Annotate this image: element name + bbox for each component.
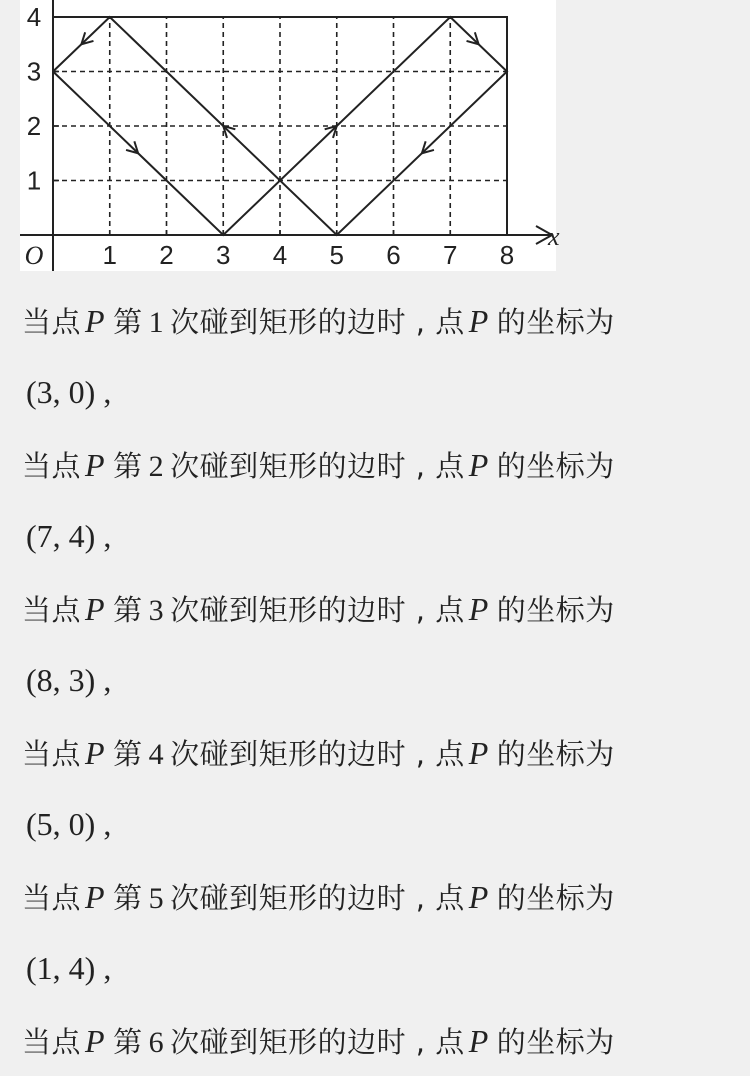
coordinate-line-4	[22, 788, 722, 860]
statement-text: 当点 P 第 3 次碰到矩形的边时 , 点 P 的坐标为	[22, 590, 615, 627]
statement-text: 当点 P 第 5 次碰到矩形的边时 , 点 P 的坐标为	[22, 878, 615, 915]
y-tick-label: 3	[26, 56, 42, 87]
x-tick-label: 2	[159, 240, 174, 270]
origin-label: O	[24, 241, 44, 270]
x-tick-label: 1	[102, 240, 117, 270]
statement-line-4	[22, 716, 722, 788]
x-axis-label: x	[548, 222, 560, 251]
statement-text: 当点 P 第 2 次碰到矩形的边时 , 点 P 的坐标为	[22, 446, 615, 483]
x-tick-label: 7	[443, 240, 458, 270]
x-tick-label: 5	[329, 240, 344, 270]
coordinate-value: (1, 4) ,	[26, 949, 112, 986]
coordinate-value: (5, 0) ,	[26, 805, 112, 842]
y-tick-label: 4	[26, 2, 42, 32]
y-tick-label: 2	[26, 111, 42, 141]
statement-text: 当点 P 第 4 次碰到矩形的边时 , 点 P 的坐标为	[22, 734, 615, 771]
statement-line-1	[22, 284, 722, 356]
statement-text: 当点 P 第 1 次碰到矩形的边时 , 点 P 的坐标为	[22, 302, 615, 339]
coordinate-value: (3, 0) ,	[26, 373, 112, 410]
coordinate-line-1	[22, 356, 722, 428]
solution-text	[22, 284, 722, 1076]
x-tick-label: 8	[499, 240, 515, 270]
coordinate-line-5	[22, 932, 722, 1004]
x-tick-label: 3	[216, 240, 231, 270]
figure-canvas	[20, 0, 560, 271]
x-tick-label: 6	[386, 240, 401, 270]
statement-text: 当点 P 第 6 次碰到矩形的边时 , 点 P 的坐标为	[22, 1022, 615, 1059]
coordinate-line-2	[22, 500, 722, 572]
statement-line-6	[22, 1004, 722, 1076]
y-tick-label: 1	[26, 165, 42, 196]
rectangle-path-figure	[20, 0, 560, 271]
coordinate-value: (8, 3) ,	[26, 661, 112, 698]
statement-line-2	[22, 428, 722, 500]
coordinate-line-3	[22, 644, 722, 716]
statement-line-5	[22, 860, 722, 932]
x-tick-label: 4	[272, 240, 288, 270]
coordinate-value: (7, 4) ,	[26, 517, 112, 554]
statement-line-3	[22, 572, 722, 644]
